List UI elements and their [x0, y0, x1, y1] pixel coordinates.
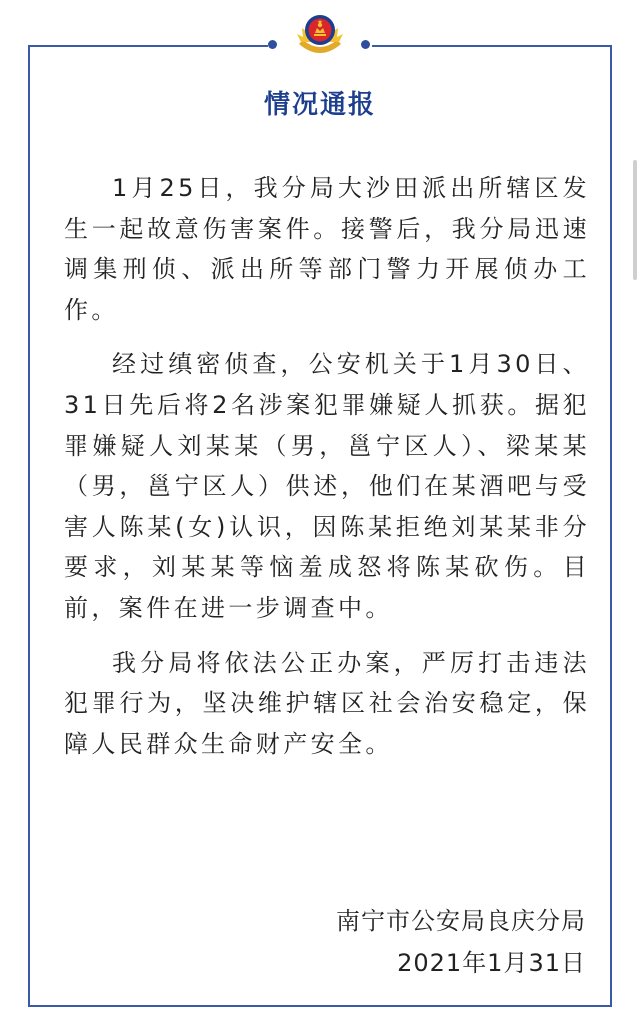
signature-date: 2021年1月31日 — [397, 949, 586, 977]
scrollbar[interactable] — [633, 160, 637, 280]
signature-block — [336, 900, 586, 984]
left-dot-ornament — [268, 40, 277, 49]
paragraph-3: 我分局将依法公正办案，严厉打击违法犯罪行为，坚决维护辖区社会治安稳定，保障人民群众生命财产安全。 — [64, 648, 590, 758]
notice-title: 情况通报 — [263, 90, 376, 120]
paragraph-1: 1月25日，我分局大沙田派出所辖区发生一起故意伤害案件。接警后，我分局迅速调集刑侦、派出所等部门警力开展侦办工作。 — [64, 174, 590, 324]
notice-body — [64, 168, 590, 778]
police-emblem-icon — [293, 4, 347, 58]
signature-org: 南宁市公安局良庆分局 — [336, 907, 586, 935]
paragraph-2: 经过缜密侦查，公安机关于1月30日、31日先后将2名涉案犯罪嫌疑人抓获。据犯罪嫌疑人刘某某（男，邕宁区人）、梁某某（男，邕宁区人）供述，他们在某酒吧与受害人陈某(女)认识，因陈某拒绝刘某某非分要求，刘某某等恼羞成怒将陈某砍伤。目前，案件在进一步调查中。 — [64, 350, 590, 622]
right-dot-ornament — [361, 40, 370, 49]
